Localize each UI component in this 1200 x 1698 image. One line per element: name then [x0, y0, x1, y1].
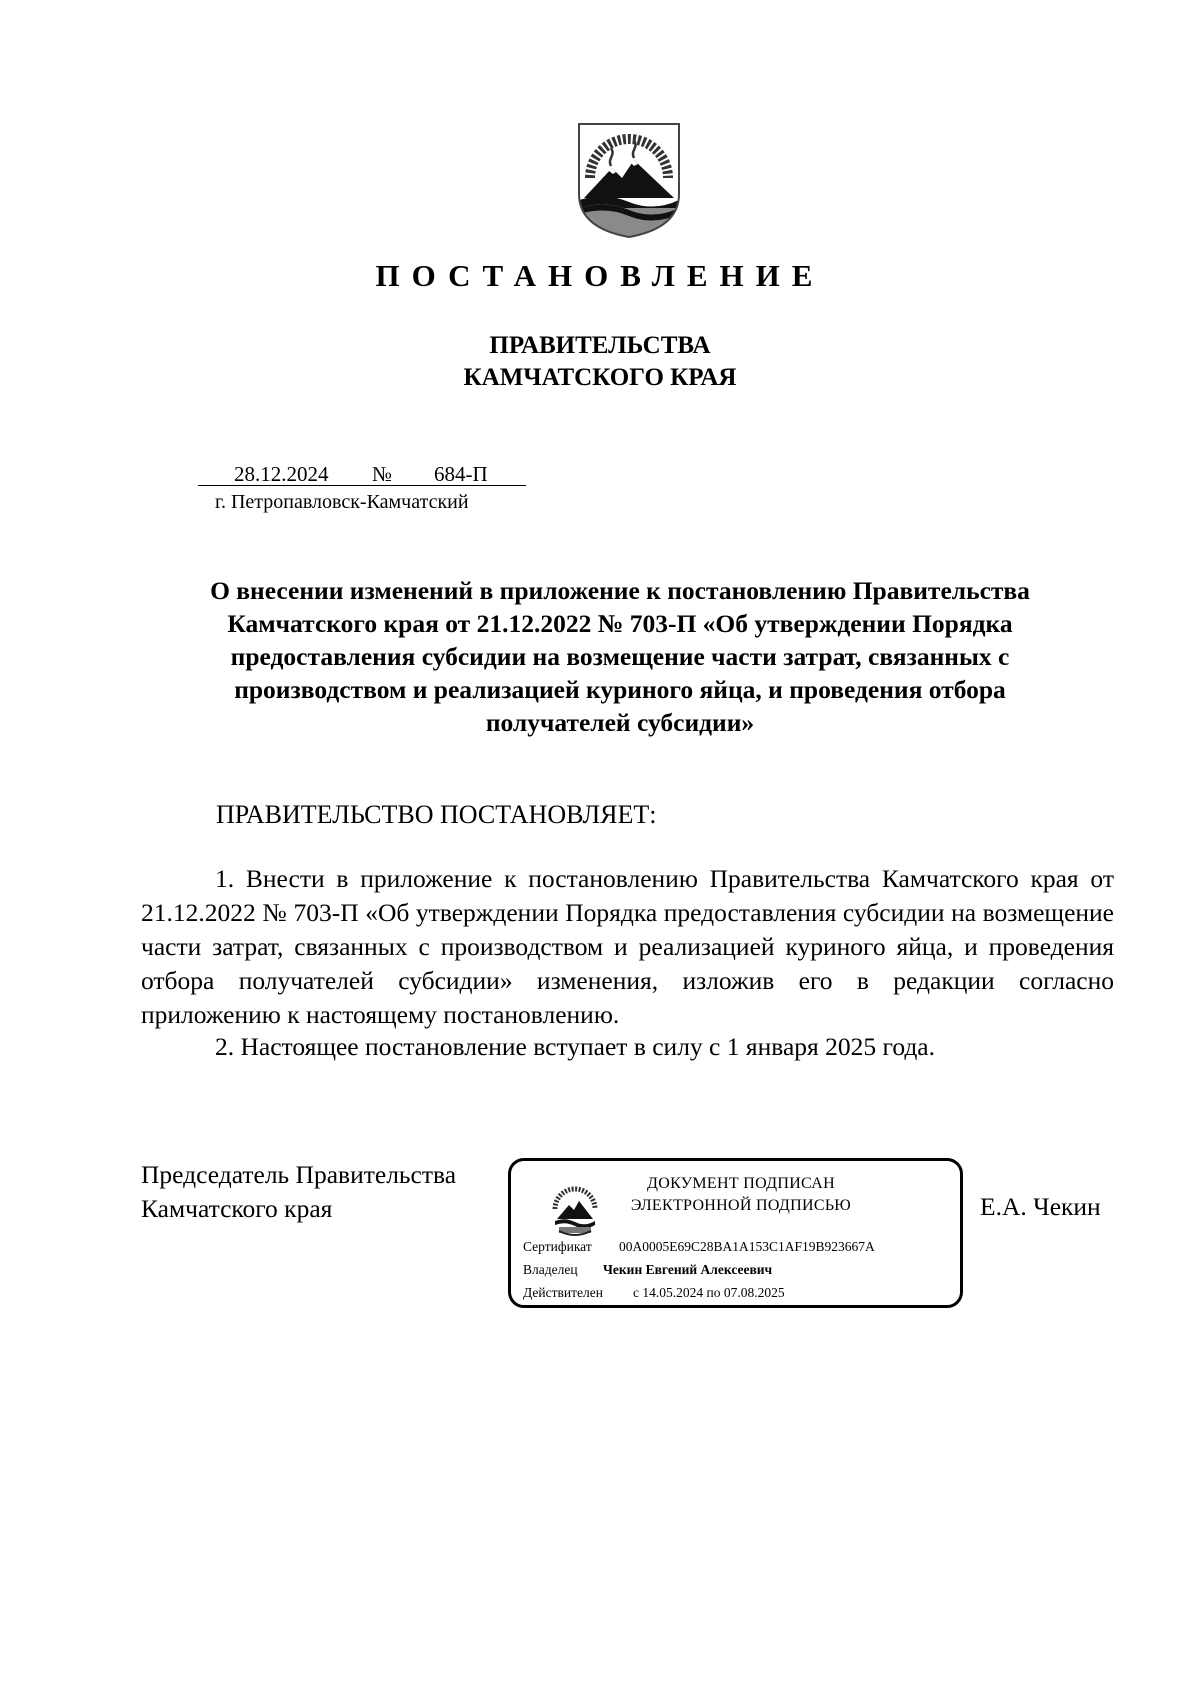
coat-of-arms-emblem — [576, 116, 682, 238]
stamp-certificate-row — [523, 1239, 875, 1255]
signer-name: Е.А. Чекин — [980, 1192, 1101, 1221]
registration-line — [198, 460, 526, 488]
signer-role-line-1: Председатель Правительства — [141, 1160, 457, 1189]
stamp-title — [581, 1173, 901, 1217]
signer-role-line-2: Камчатского края — [141, 1194, 333, 1223]
stamp-title-line-2: ЭЛЕКТРОННОЙ ПОДПИСЬЮ — [630, 1197, 852, 1214]
body-paragraph-1: 1. Внести в приложение к постановлению Правительства Камчатского края от 21.12.2022 № 703-П «Об утверждении Порядка предоставления субсидии на возмещение части затрат, связанных с производством и реализацией куриного яйца, и проведения отбора получателей субсидии» изменения, изложив его в редакции согласно приложению к настоящему постановлению. — [141, 864, 1114, 1029]
issue-city: г. Петропавловск-Камчатский — [215, 491, 469, 513]
certificate-value: 00A0005E69C28BA1A153C1AF19B923667A — [619, 1239, 875, 1254]
issuer-line-2: КАМЧАТСКОГО КРАЯ — [463, 364, 737, 391]
issuer-line-1: ПРАВИТЕЛЬСТВА — [489, 332, 711, 359]
stamp-validity-row — [523, 1285, 785, 1301]
document-number: 684-П — [434, 462, 488, 486]
issuer-block — [0, 330, 1200, 394]
document-subject: О внесении изменений в приложение к постановлению Правительства Камчатского края от 21.12.2022 № 703-П «Об утверждении Порядка предоставления субсидии на возмещение части затрат, связанных с производством и реализацией куриного яйца, и проведения отбора получателей субсидии» — [210, 576, 1030, 737]
number-sign: № — [372, 462, 393, 486]
document-kind-title: ПОСТАНОВЛЕНИЕ — [375, 258, 825, 293]
stamp-owner-row — [523, 1262, 772, 1278]
validity-value: с 14.05.2024 по 07.08.2025 — [633, 1285, 785, 1300]
signer-role — [141, 1158, 456, 1226]
owner-label: Владелец — [523, 1262, 578, 1277]
stamp-title-line-1: ДОКУМЕНТ ПОДПИСАН — [647, 1175, 835, 1192]
electronic-signature-stamp — [508, 1158, 963, 1308]
resolves-heading: ПРАВИТЕЛЬСТВО ПОСТАНОВЛЯЕТ: — [216, 800, 657, 829]
document-date: 28.12.2024 — [234, 462, 329, 486]
body-paragraph-2: 2. Настоящее постановление вступает в силу с 1 января 2025 года. — [215, 1032, 936, 1061]
owner-value: Чекин Евгений Алексеевич — [603, 1262, 773, 1277]
certificate-label: Сертификат — [523, 1239, 592, 1254]
validity-label: Действителен — [523, 1285, 603, 1300]
